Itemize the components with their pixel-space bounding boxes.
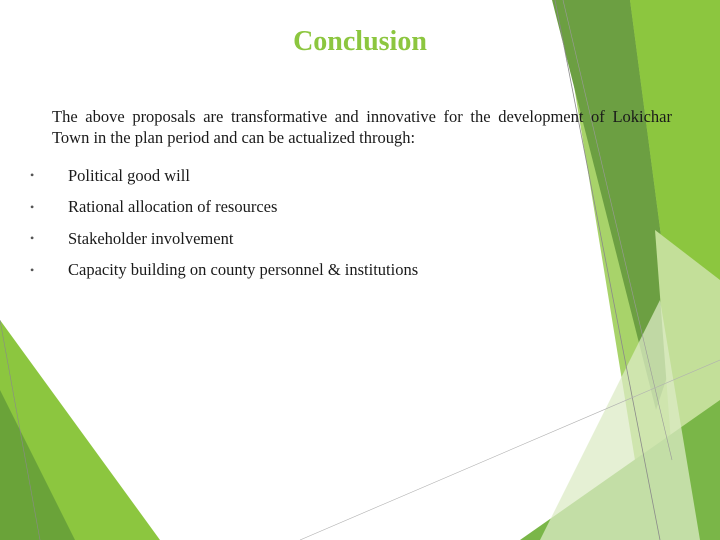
bullet-text: Capacity building on county personnel & institutions	[68, 260, 419, 280]
bullet-dot: •	[30, 199, 35, 214]
list-item	[30, 255, 550, 287]
bullet-text: Rational allocation of resources	[68, 197, 278, 217]
list-item	[30, 160, 550, 192]
bullet-list	[30, 160, 550, 286]
list-item	[30, 192, 550, 224]
bullet-dot: •	[30, 168, 35, 183]
bullet-text: Stakeholder involvement	[68, 228, 234, 248]
bullet-dot: •	[30, 262, 35, 277]
list-item	[30, 223, 550, 255]
bullet-text: Political good will	[68, 165, 190, 185]
slide-title: Conclusion	[293, 26, 427, 57]
intro-paragraph: The above proposals are transformative and innovative for the development of Lokichar Town in the plan period and can be actualized through:	[52, 107, 672, 147]
bullet-dot: •	[30, 231, 35, 246]
